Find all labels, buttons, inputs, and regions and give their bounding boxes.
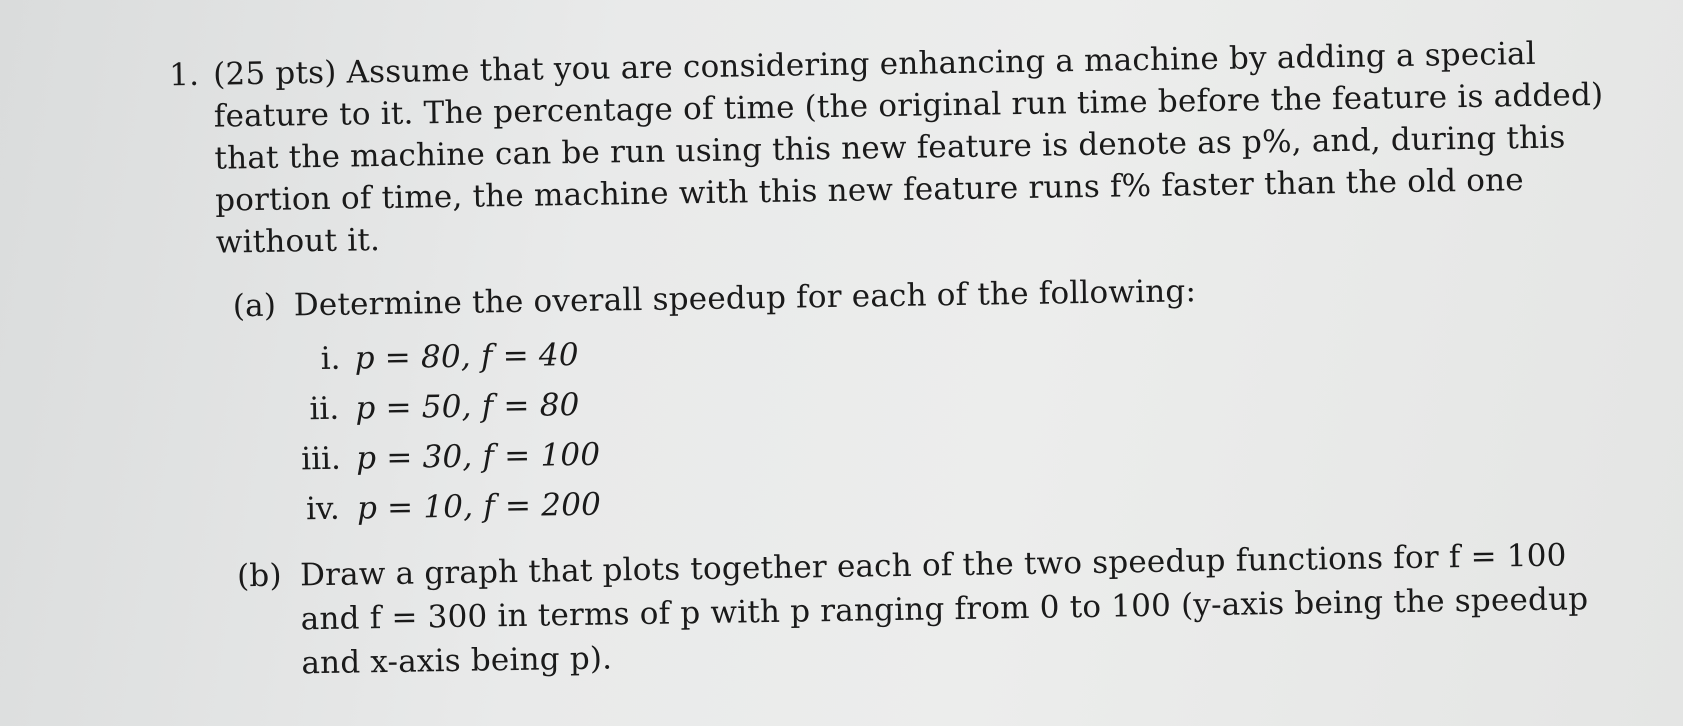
part-a-item-3-label: iii. — [300, 440, 342, 478]
part-a-text: Determine the overall speedup for each of the following: — [293, 273, 1197, 324]
part-a-item-2-label: ii. — [309, 390, 340, 428]
part-a-item-4-label: iv. — [305, 490, 340, 528]
part-a-item-2-text: p = 50, f = 80 — [355, 386, 580, 427]
problem-number: 1. — [168, 56, 200, 94]
part-b-text-line-3: and x-axis being p). — [301, 640, 613, 682]
part-a-item-3-text: p = 30, f = 100 — [355, 436, 601, 477]
part-b-text-line-2: and f = 300 in terms of p with p ranging from 0 to 100 (y-axis being the speedup — [300, 581, 1589, 638]
problem-text-line-3: that the machine can be run using this new feature is denote as p%, and, during this — [214, 119, 1566, 177]
part-a-item-1-text: p = 80, f = 40 — [354, 336, 580, 377]
problem-text-line-4: portion of time, the machine with this new feature runs f% faster than the old one — [214, 162, 1525, 219]
part-b-label: (b) — [236, 557, 282, 595]
problem-text-line-5: without it. — [215, 222, 381, 261]
part-a-label: (a) — [232, 287, 277, 325]
problem-text-line-2: feature to it. The percentage of time (the original run time before the feature is added) — [213, 76, 1604, 135]
part-a-item-1-label: i. — [320, 340, 341, 378]
part-b-text-line-1: Draw a graph that plots together each of the two speedup functions for f = 100 — [299, 537, 1567, 594]
problem-text-line-1: (25 pts) Assume that you are considering enhancing a machine by adding a special — [212, 35, 1537, 93]
part-a-item-4-text: p = 10, f = 200 — [356, 486, 602, 527]
